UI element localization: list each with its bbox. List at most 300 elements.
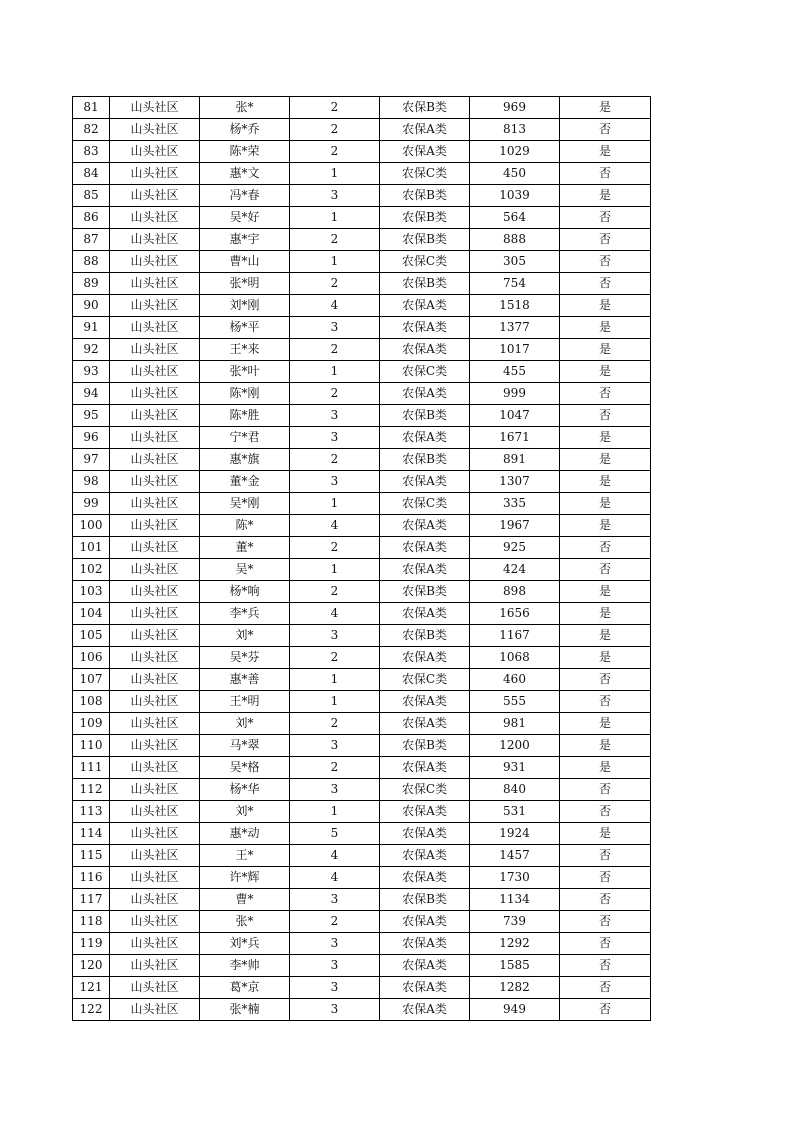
cell-insurance-type: 农保A类 [380, 977, 470, 999]
cell-name: 刘* [200, 713, 290, 735]
cell-name: 张*楠 [200, 999, 290, 1021]
cell-flag: 否 [560, 229, 651, 251]
cell-household-size: 1 [290, 669, 380, 691]
cell-name: 惠*旗 [200, 449, 290, 471]
cell-flag: 是 [560, 757, 651, 779]
cell-community: 山头社区 [110, 955, 200, 977]
cell-index: 110 [73, 735, 110, 757]
cell-amount: 813 [470, 119, 560, 141]
cell-household-size: 1 [290, 559, 380, 581]
cell-index: 88 [73, 251, 110, 273]
table-row [73, 867, 651, 889]
table-row [73, 977, 651, 999]
cell-household-size: 1 [290, 493, 380, 515]
cell-flag: 否 [560, 537, 651, 559]
cell-index: 91 [73, 317, 110, 339]
table-row [73, 339, 651, 361]
cell-flag: 是 [560, 361, 651, 383]
cell-name: 吴* [200, 559, 290, 581]
table-row [73, 933, 651, 955]
cell-index: 98 [73, 471, 110, 493]
cell-name: 吴*芬 [200, 647, 290, 669]
cell-community: 山头社区 [110, 735, 200, 757]
cell-community: 山头社区 [110, 691, 200, 713]
cell-amount: 335 [470, 493, 560, 515]
cell-flag: 是 [560, 317, 651, 339]
cell-name: 冯*春 [200, 185, 290, 207]
cell-household-size: 2 [290, 97, 380, 119]
cell-insurance-type: 农保A类 [380, 339, 470, 361]
table-row [73, 823, 651, 845]
cell-community: 山头社区 [110, 581, 200, 603]
cell-index: 89 [73, 273, 110, 295]
cell-flag: 否 [560, 911, 651, 933]
cell-name: 杨*华 [200, 779, 290, 801]
cell-community: 山头社区 [110, 713, 200, 735]
cell-insurance-type: 农保B类 [380, 405, 470, 427]
cell-insurance-type: 农保C类 [380, 361, 470, 383]
table-row [73, 779, 651, 801]
cell-index: 82 [73, 119, 110, 141]
cell-household-size: 1 [290, 361, 380, 383]
cell-household-size: 2 [290, 911, 380, 933]
cell-community: 山头社区 [110, 933, 200, 955]
cell-flag: 是 [560, 449, 651, 471]
table-row [73, 141, 651, 163]
cell-flag: 否 [560, 691, 651, 713]
cell-flag: 否 [560, 779, 651, 801]
cell-amount: 969 [470, 97, 560, 119]
cell-index: 107 [73, 669, 110, 691]
cell-amount: 949 [470, 999, 560, 1021]
cell-insurance-type: 农保A类 [380, 933, 470, 955]
cell-flag: 否 [560, 251, 651, 273]
cell-household-size: 2 [290, 449, 380, 471]
cell-flag: 否 [560, 383, 651, 405]
cell-name: 惠*动 [200, 823, 290, 845]
cell-index: 103 [73, 581, 110, 603]
cell-community: 山头社区 [110, 295, 200, 317]
cell-flag: 否 [560, 889, 651, 911]
cell-flag: 否 [560, 207, 651, 229]
cell-index: 117 [73, 889, 110, 911]
cell-insurance-type: 农保C类 [380, 251, 470, 273]
cell-name: 惠*善 [200, 669, 290, 691]
cell-flag: 是 [560, 97, 651, 119]
cell-household-size: 2 [290, 229, 380, 251]
cell-household-size: 2 [290, 757, 380, 779]
cell-amount: 1029 [470, 141, 560, 163]
cell-community: 山头社区 [110, 163, 200, 185]
cell-amount: 450 [470, 163, 560, 185]
cell-insurance-type: 农保A类 [380, 691, 470, 713]
cell-household-size: 1 [290, 691, 380, 713]
cell-index: 109 [73, 713, 110, 735]
cell-flag: 否 [560, 273, 651, 295]
cell-name: 刘* [200, 801, 290, 823]
cell-flag: 是 [560, 823, 651, 845]
cell-flag: 是 [560, 471, 651, 493]
cell-insurance-type: 农保A类 [380, 515, 470, 537]
cell-flag: 是 [560, 141, 651, 163]
cell-amount: 898 [470, 581, 560, 603]
cell-insurance-type: 农保C类 [380, 163, 470, 185]
table-row [73, 889, 651, 911]
cell-community: 山头社区 [110, 801, 200, 823]
cell-index: 94 [73, 383, 110, 405]
cell-amount: 1924 [470, 823, 560, 845]
cell-household-size: 2 [290, 119, 380, 141]
cell-insurance-type: 农保A类 [380, 559, 470, 581]
table-row [73, 647, 651, 669]
table-row [73, 625, 651, 647]
cell-insurance-type: 农保A类 [380, 537, 470, 559]
cell-flag: 是 [560, 427, 651, 449]
cell-index: 122 [73, 999, 110, 1021]
cell-household-size: 3 [290, 735, 380, 757]
cell-name: 刘*刚 [200, 295, 290, 317]
table-row [73, 669, 651, 691]
cell-index: 106 [73, 647, 110, 669]
cell-insurance-type: 农保B类 [380, 581, 470, 603]
table-row [73, 405, 651, 427]
cell-household-size: 4 [290, 295, 380, 317]
cell-household-size: 3 [290, 955, 380, 977]
cell-insurance-type: 农保A类 [380, 295, 470, 317]
cell-amount: 1671 [470, 427, 560, 449]
cell-name: 陈*刚 [200, 383, 290, 405]
cell-name: 惠*宇 [200, 229, 290, 251]
cell-index: 112 [73, 779, 110, 801]
table-row [73, 427, 651, 449]
cell-index: 87 [73, 229, 110, 251]
cell-index: 86 [73, 207, 110, 229]
cell-index: 81 [73, 97, 110, 119]
cell-household-size: 4 [290, 515, 380, 537]
table-row [73, 119, 651, 141]
cell-amount: 1068 [470, 647, 560, 669]
cell-index: 118 [73, 911, 110, 933]
cell-household-size: 2 [290, 273, 380, 295]
cell-insurance-type: 农保A类 [380, 119, 470, 141]
table-row [73, 691, 651, 713]
cell-community: 山头社区 [110, 999, 200, 1021]
cell-household-size: 3 [290, 889, 380, 911]
cell-household-size: 1 [290, 251, 380, 273]
cell-flag: 否 [560, 933, 651, 955]
cell-amount: 754 [470, 273, 560, 295]
cell-amount: 1047 [470, 405, 560, 427]
table-row [73, 97, 651, 119]
cell-name: 王*明 [200, 691, 290, 713]
table-row [73, 713, 651, 735]
cell-insurance-type: 农保B类 [380, 735, 470, 757]
cell-flag: 是 [560, 647, 651, 669]
cell-community: 山头社区 [110, 757, 200, 779]
cell-insurance-type: 农保B类 [380, 229, 470, 251]
cell-insurance-type: 农保B类 [380, 273, 470, 295]
table-row [73, 163, 651, 185]
cell-amount: 1292 [470, 933, 560, 955]
cell-insurance-type: 农保A类 [380, 471, 470, 493]
cell-community: 山头社区 [110, 559, 200, 581]
cell-name: 刘*兵 [200, 933, 290, 955]
cell-name: 王* [200, 845, 290, 867]
cell-name: 张* [200, 97, 290, 119]
cell-name: 刘* [200, 625, 290, 647]
cell-community: 山头社区 [110, 515, 200, 537]
table-row [73, 999, 651, 1021]
cell-amount: 460 [470, 669, 560, 691]
cell-insurance-type: 农保A类 [380, 383, 470, 405]
cell-household-size: 3 [290, 185, 380, 207]
cell-index: 99 [73, 493, 110, 515]
cell-index: 120 [73, 955, 110, 977]
cell-amount: 1039 [470, 185, 560, 207]
cell-amount: 531 [470, 801, 560, 823]
cell-insurance-type: 农保A类 [380, 713, 470, 735]
cell-index: 85 [73, 185, 110, 207]
cell-index: 90 [73, 295, 110, 317]
cell-name: 陈*荣 [200, 141, 290, 163]
cell-flag: 是 [560, 493, 651, 515]
cell-community: 山头社区 [110, 977, 200, 999]
table-body [73, 97, 651, 1021]
cell-index: 102 [73, 559, 110, 581]
cell-flag: 否 [560, 669, 651, 691]
table-row [73, 911, 651, 933]
cell-name: 董*金 [200, 471, 290, 493]
cell-household-size: 3 [290, 471, 380, 493]
cell-household-size: 2 [290, 339, 380, 361]
cell-name: 李*帅 [200, 955, 290, 977]
cell-insurance-type: 农保A类 [380, 317, 470, 339]
cell-flag: 是 [560, 603, 651, 625]
cell-community: 山头社区 [110, 97, 200, 119]
cell-index: 113 [73, 801, 110, 823]
cell-flag: 否 [560, 977, 651, 999]
cell-name: 张* [200, 911, 290, 933]
cell-amount: 840 [470, 779, 560, 801]
cell-community: 山头社区 [110, 141, 200, 163]
cell-flag: 是 [560, 625, 651, 647]
cell-flag: 否 [560, 801, 651, 823]
cell-name: 曹* [200, 889, 290, 911]
table-row [73, 559, 651, 581]
cell-insurance-type: 农保A类 [380, 141, 470, 163]
cell-name: 王*来 [200, 339, 290, 361]
cell-community: 山头社区 [110, 405, 200, 427]
cell-insurance-type: 农保A类 [380, 999, 470, 1021]
cell-amount: 1377 [470, 317, 560, 339]
cell-community: 山头社区 [110, 361, 200, 383]
cell-household-size: 1 [290, 801, 380, 823]
cell-household-size: 3 [290, 779, 380, 801]
table-row [73, 383, 651, 405]
cell-insurance-type: 农保A类 [380, 911, 470, 933]
cell-community: 山头社区 [110, 603, 200, 625]
cell-community: 山头社区 [110, 449, 200, 471]
cell-name: 曹*山 [200, 251, 290, 273]
cell-insurance-type: 农保A类 [380, 757, 470, 779]
cell-amount: 1730 [470, 867, 560, 889]
cell-amount: 1656 [470, 603, 560, 625]
cell-household-size: 2 [290, 581, 380, 603]
cell-community: 山头社区 [110, 185, 200, 207]
table-row [73, 185, 651, 207]
table-row [73, 537, 651, 559]
cell-flag: 否 [560, 845, 651, 867]
data-table-container [72, 96, 650, 1021]
cell-household-size: 3 [290, 933, 380, 955]
cell-name: 杨*平 [200, 317, 290, 339]
cell-name: 杨*响 [200, 581, 290, 603]
cell-household-size: 2 [290, 383, 380, 405]
cell-amount: 455 [470, 361, 560, 383]
cell-flag: 否 [560, 163, 651, 185]
cell-name: 吴*好 [200, 207, 290, 229]
cell-household-size: 2 [290, 537, 380, 559]
cell-amount: 305 [470, 251, 560, 273]
cell-index: 104 [73, 603, 110, 625]
cell-name: 吴*刚 [200, 493, 290, 515]
table-row [73, 295, 651, 317]
cell-amount: 1967 [470, 515, 560, 537]
cell-amount: 1585 [470, 955, 560, 977]
table-row [73, 581, 651, 603]
cell-insurance-type: 农保B类 [380, 185, 470, 207]
cell-community: 山头社区 [110, 493, 200, 515]
table-row [73, 229, 651, 251]
cell-insurance-type: 农保C类 [380, 669, 470, 691]
cell-index: 121 [73, 977, 110, 999]
cell-community: 山头社区 [110, 537, 200, 559]
cell-community: 山头社区 [110, 317, 200, 339]
table-row [73, 845, 651, 867]
table-row [73, 449, 651, 471]
cell-flag: 否 [560, 559, 651, 581]
cell-household-size: 1 [290, 163, 380, 185]
table-row [73, 603, 651, 625]
cell-insurance-type: 农保C类 [380, 779, 470, 801]
cell-community: 山头社区 [110, 207, 200, 229]
cell-amount: 564 [470, 207, 560, 229]
cell-household-size: 4 [290, 845, 380, 867]
cell-amount: 1134 [470, 889, 560, 911]
cell-index: 101 [73, 537, 110, 559]
cell-amount: 1017 [470, 339, 560, 361]
table-row [73, 801, 651, 823]
cell-flag: 否 [560, 119, 651, 141]
cell-community: 山头社区 [110, 119, 200, 141]
cell-name: 陈*胜 [200, 405, 290, 427]
cell-household-size: 4 [290, 603, 380, 625]
cell-community: 山头社区 [110, 845, 200, 867]
cell-amount: 1457 [470, 845, 560, 867]
cell-community: 山头社区 [110, 339, 200, 361]
cell-insurance-type: 农保A类 [380, 955, 470, 977]
cell-flag: 否 [560, 955, 651, 977]
cell-household-size: 3 [290, 999, 380, 1021]
cell-amount: 555 [470, 691, 560, 713]
table-row [73, 515, 651, 537]
cell-community: 山头社区 [110, 669, 200, 691]
cell-community: 山头社区 [110, 251, 200, 273]
cell-index: 96 [73, 427, 110, 449]
cell-name: 李*兵 [200, 603, 290, 625]
cell-household-size: 1 [290, 207, 380, 229]
cell-index: 95 [73, 405, 110, 427]
cell-flag: 否 [560, 867, 651, 889]
cell-index: 83 [73, 141, 110, 163]
cell-index: 114 [73, 823, 110, 845]
cell-community: 山头社区 [110, 867, 200, 889]
cell-amount: 981 [470, 713, 560, 735]
cell-community: 山头社区 [110, 273, 200, 295]
cell-amount: 925 [470, 537, 560, 559]
cell-flag: 是 [560, 713, 651, 735]
cell-household-size: 3 [290, 427, 380, 449]
cell-index: 108 [73, 691, 110, 713]
cell-index: 93 [73, 361, 110, 383]
cell-name: 惠*文 [200, 163, 290, 185]
cell-insurance-type: 农保A类 [380, 427, 470, 449]
cell-index: 119 [73, 933, 110, 955]
table-row [73, 471, 651, 493]
cell-household-size: 3 [290, 977, 380, 999]
cell-name: 张*叶 [200, 361, 290, 383]
table-row [73, 955, 651, 977]
cell-insurance-type: 农保C类 [380, 493, 470, 515]
cell-insurance-type: 农保A类 [380, 801, 470, 823]
cell-flag: 是 [560, 581, 651, 603]
cell-insurance-type: 农保A类 [380, 647, 470, 669]
table-row [73, 735, 651, 757]
cell-name: 杨*乔 [200, 119, 290, 141]
cell-index: 97 [73, 449, 110, 471]
cell-household-size: 2 [290, 647, 380, 669]
cell-index: 116 [73, 867, 110, 889]
cell-amount: 739 [470, 911, 560, 933]
data-table [72, 96, 651, 1021]
table-row [73, 251, 651, 273]
cell-index: 115 [73, 845, 110, 867]
cell-name: 董* [200, 537, 290, 559]
cell-name: 陈* [200, 515, 290, 537]
cell-name: 吴*格 [200, 757, 290, 779]
cell-amount: 1200 [470, 735, 560, 757]
table-row [73, 757, 651, 779]
table-row [73, 493, 651, 515]
cell-amount: 1307 [470, 471, 560, 493]
cell-household-size: 4 [290, 867, 380, 889]
cell-household-size: 2 [290, 141, 380, 163]
cell-amount: 931 [470, 757, 560, 779]
cell-household-size: 3 [290, 625, 380, 647]
cell-amount: 1167 [470, 625, 560, 647]
cell-community: 山头社区 [110, 779, 200, 801]
cell-community: 山头社区 [110, 911, 200, 933]
cell-name: 马*翠 [200, 735, 290, 757]
cell-insurance-type: 农保B类 [380, 449, 470, 471]
cell-flag: 是 [560, 295, 651, 317]
cell-index: 92 [73, 339, 110, 361]
cell-household-size: 5 [290, 823, 380, 845]
cell-insurance-type: 农保A类 [380, 867, 470, 889]
cell-amount: 891 [470, 449, 560, 471]
cell-amount: 999 [470, 383, 560, 405]
cell-insurance-type: 农保B类 [380, 889, 470, 911]
